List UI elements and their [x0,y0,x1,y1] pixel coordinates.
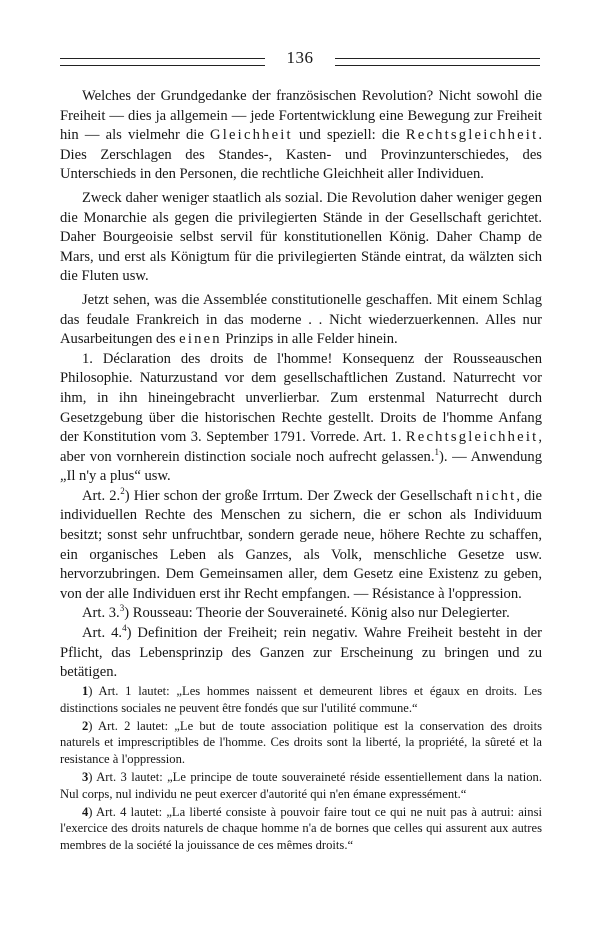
footnote-mark: 3 [82,769,89,784]
footnote-mark: 1 [82,684,89,698]
footnote-text: ) Art. 3 lautet: „Le principe de toute souveraineté réside essentiellement dans la nation. Nul corps, nul individu ne peut exercer d'autorité qui n'en émane expressément.“ [60,769,542,801]
spaced-emphasis: Rechtsgleichheit [405,429,539,446]
spaced-emphasis: nicht [476,487,517,504]
header-rule-right [335,58,540,66]
spaced-emphasis: Gleichheit [210,127,293,144]
footnote-text: ) Art. 2 lautet: „Le but de toute association politique est la conservation des droits naturels et imprescriptibles de l'homme. Ces droits sont la liberté, la propriété, la sûreté et la resistance à l'oppression. [60,718,542,767]
main-text [60,87,542,683]
footnotes [60,683,542,855]
paragraph: Welches der Grundgedanke der französischen Revolution? Nicht sowohl die Freiheit — dies ja allgemein — jede Fortentwicklung eine Bewegung zur Freiheit hin — als vielmehr die Gleichheit und speziell: die Rechtsgleichheit. Dies Zerschlagen des Standes-, Kasten- und Provinzunterschiedes, des Unterschieds in den Personen, die rechtliche Gleichheit aller Individuen. [60,88,542,183]
footnote-reference: 1 [434,446,439,457]
paragraph: 1. Déclaration des droits de l'homme! Konsequenz der Rousseauschen Philosophie. Naturzustand vor dem gesellschaftlichen Zustand. Naturrecht vor ihm, in ihn hineingebracht unverlierbar. Zum erstenmal Naturrecht durch Gesetzgebung über die historischen Rechte gestellt. Droits de l'homme Anfang der Konstitution vom 3. September 1791. Vorrede. Art. 1. Rechtsgleichheit, aber von vornherein distinction sociale noch aufrecht gelassen.$^1$). — Anwendung „Il n'y a plus“ usw. [60,350,542,485]
page-number: 136 [286,48,314,67]
spaced-emphasis: einen [179,331,222,348]
footnote-mark: 2 [82,718,89,733]
footnote [60,804,542,854]
paragraph: Art. 3.$^3$) Rousseau: Theorie der Souveraineté. König also nur Delegierter. [82,603,510,622]
paragraph: Art. 4.$^4$) Definition der Freiheit; rein negativ. Wahre Freiheit besteht in der Pflicht, das Lebensprinzip des Ganzen zur Erscheinung zu bringen und zu betätigen. [60,623,543,681]
page-header [60,46,540,74]
footnote [60,769,542,803]
footnote-reference: 4 [122,623,127,634]
footnote-text: ) Art. 1 lautet: „Les hommes naissent et demeurent libres et égaux en droits. Les distinctions sociales ne peuvent être fondés que sur l'utilité commune.“ [60,684,542,715]
paragraph: Zweck daher weniger staatlich als sozial. Die Revolution daher weniger gegen die Monarchie als gegen die privilegierten Stände in der Gesellschaft gerichtet. Daher Bourgeoisie selbst servil für konstitutionellen König. Daher Champ de Mars, und erst als Königtum für die privilegierten Stände eintrat, da wälzten sich die Fluten usw. [60,189,542,285]
footnote-reference: 3 [119,603,125,614]
paragraph: Jetzt sehen, was die Assemblée constitutionelle geschaffen. Mit einem Schlag das feudale Frankreich in das moderne . . Nicht wiederzuerkennen. Alles nur Ausarbeitungen des einen Prinzips in alle Felder hinein. [60,291,542,348]
spaced-emphasis: Rechtsgleichheit [405,127,539,144]
paragraph: Art. 2.$^2$) Hier schon der große Irrtum. Der Zweck der Gesellschaft nicht, die individuellen Rechte des Menschen zu sichern, die er schon als Individuum besitzt; sonst sehr unfruchtbar, sondern gerade neue, höhere Rechte zu schaffen, ein organisches Leben als Ganzes, als Volk, menschliche Gesetze usw. hervorzubringen. Dem Gemeinsamen aller, dem Gesetz eine Existenz zu geben, von der alle Individuen erst ihr Recht empfangen. — Résistance à l'oppression. [60,486,542,602]
footnote [60,683,542,717]
footnote-mark: 4 [82,804,89,819]
footnote-text: ) Art. 4 lautet: „La liberté consiste à pouvoir faire tout ce qui ne nuit pas à autrui: ainsi l'exercice des droits naturels de chaque homme n'a de bornes que celles qui assurent aux autres membres de la société la jouissance de ces mêmes droits.“ [60,804,542,853]
footnote [60,718,542,768]
footnote-reference: 2 [120,486,125,497]
